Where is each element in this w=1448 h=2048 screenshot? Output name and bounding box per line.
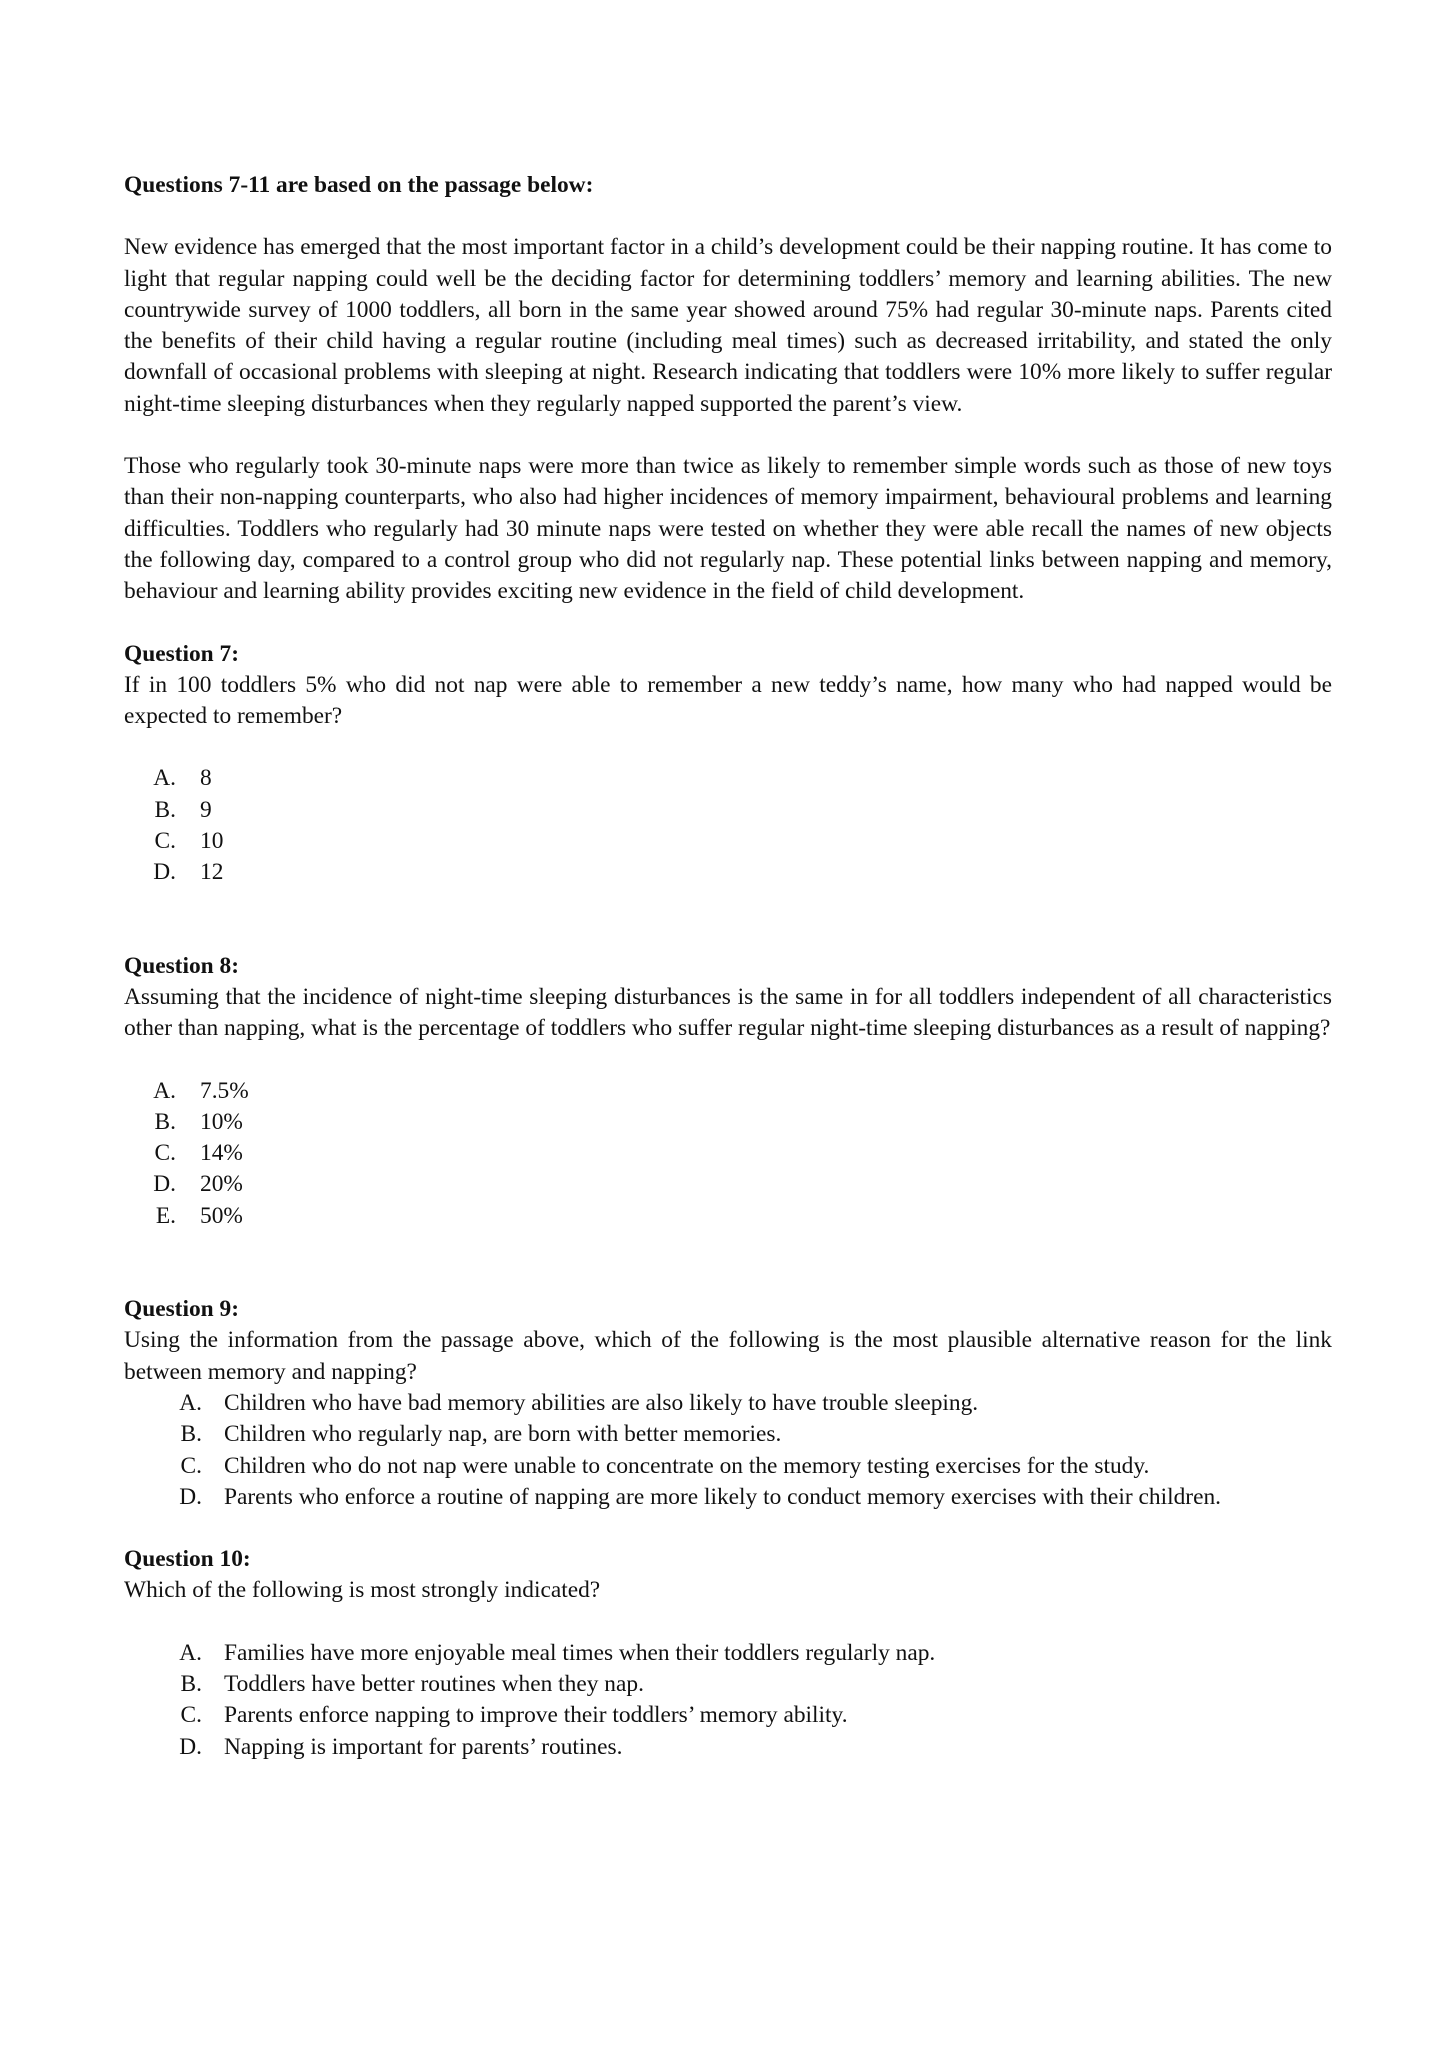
option-text: 20% [200,1171,243,1198]
question-8-options [124,1076,1332,1232]
question-10-heading: Question 10: [124,1546,251,1573]
question-9-heading: Question 9: [124,1296,240,1323]
option-letter: C. [180,1702,202,1729]
option-letter: C. [154,1140,176,1167]
option-text: 12 [200,859,224,886]
option-letter: A. [179,1389,202,1416]
question-10-options [124,1638,1332,1763]
option-text: Children who have bad memory abilities are also likely to have trouble sleeping. [224,1389,979,1416]
question-9-options [124,1388,1332,1513]
option-letter: C. [180,1452,202,1479]
option-item [124,1638,1332,1669]
option-letter: A. [179,1639,202,1666]
option-item [124,1482,1332,1513]
option-letter: E. [155,1202,176,1229]
option-text: 8 [200,765,212,792]
question-9-text: Using the information from the passage above, which of the following is the most plausible alternative reason for the link between memory and napping? [124,1327,1332,1385]
option-text: Children who do not nap were unable to concentrate on the memory testing exercises for the study. [224,1452,1150,1479]
option-item [124,1107,1332,1138]
option-text: Napping is important for parents’ routines. [224,1733,623,1760]
option-text: Families have more enjoyable meal times when their toddlers regularly nap. [224,1639,936,1666]
question-10-text: Which of the following is most strongly indicated? [124,1577,601,1604]
question-7-options [124,763,1332,888]
question-8 [124,951,1332,1232]
question-10 [124,1544,1332,1763]
option-text: Toddlers have better routines when they nap. [224,1670,644,1697]
question-7-heading: Question 7: [124,640,240,667]
option-item [124,795,1332,826]
question-9 [124,1294,1332,1513]
option-item [124,1076,1332,1107]
option-letter: B. [180,1421,202,1448]
option-item [124,1388,1332,1419]
option-item [124,1669,1332,1700]
option-letter: B. [154,796,176,823]
option-item [124,1201,1332,1232]
option-item [124,1419,1332,1450]
option-letter: C. [154,828,176,855]
option-text: 9 [200,796,212,823]
question-8-heading: Question 8: [124,952,240,979]
option-item [124,1138,1332,1169]
option-letter: A. [153,765,176,792]
passage-heading: Questions 7-11 are based on the passage below: [124,172,594,198]
option-item [124,1700,1332,1731]
option-text: 10 [200,828,224,855]
option-item [124,1732,1332,1763]
passage-paragraph-1: New evidence has emerged that the most important factor in a child’s development could be their napping routine. It has come to light that regular napping could well be the deciding factor for determining toddlers’ memory and learning abilities. The new countrywide survey of 1000 toddlers, all born in the same year showed around 75% had regular 30-minute naps. Parents cited the benefits of their child having a regular routine (including meal times) such as decreased irritability, and stated the only downfall of occasional problems with sleeping at night. Research indicating that toddlers were 10% more likely to suffer regular night-time sleeping disturbances when they regularly napped supported the parent’s view. [124,234,1332,417]
option-letter: B. [180,1670,202,1697]
question-7 [124,639,1332,889]
question-8-text: Assuming that the incidence of night-time sleeping disturbances is the same in for all toddlers independent of all characteristics other than napping, what is the percentage of toddlers who suffer regular night-time sleeping disturbances as a result of napping? [124,983,1332,1042]
question-7-text: If in 100 toddlers 5% who did not nap were able to remember a new teddy’s name, how many who had napped would be expected to remember? [124,671,1332,730]
option-letter: B. [154,1108,176,1135]
option-text: Children who regularly nap, are born with better memories. [224,1421,782,1448]
option-letter: D. [153,1171,176,1198]
option-text: Parents who enforce a routine of napping are more likely to conduct memory exercises with their children. [224,1483,1222,1510]
option-text: 50% [200,1202,243,1229]
option-letter: D. [179,1483,202,1510]
passage-paragraph-2: Those who regularly took 30-minute naps were more than twice as likely to remember simple words such as those of new toys than their non-napping counterparts, who also had higher incidences of memory impairment, behavioural problems and learning difficulties. Toddlers who regularly had 30 minute naps were tested on whether they were able recall the names of new objects the following day, compared to a control group who did not regularly nap. These potential links between napping and memory, behaviour and learning ability provides exciting new evidence in the field of child development. [124,453,1332,605]
option-letter: D. [153,859,176,886]
document-page [124,170,1332,1763]
option-text: Parents enforce napping to improve their toddlers’ memory ability. [224,1702,848,1729]
option-text: 14% [200,1140,243,1167]
option-item [124,1451,1332,1482]
option-text: 10% [200,1108,243,1135]
option-item [124,763,1332,794]
option-item [124,1169,1332,1200]
option-item [124,826,1332,857]
option-letter: A. [153,1077,176,1104]
option-item [124,857,1332,888]
option-letter: D. [179,1733,202,1760]
option-text: 7.5% [200,1077,249,1104]
